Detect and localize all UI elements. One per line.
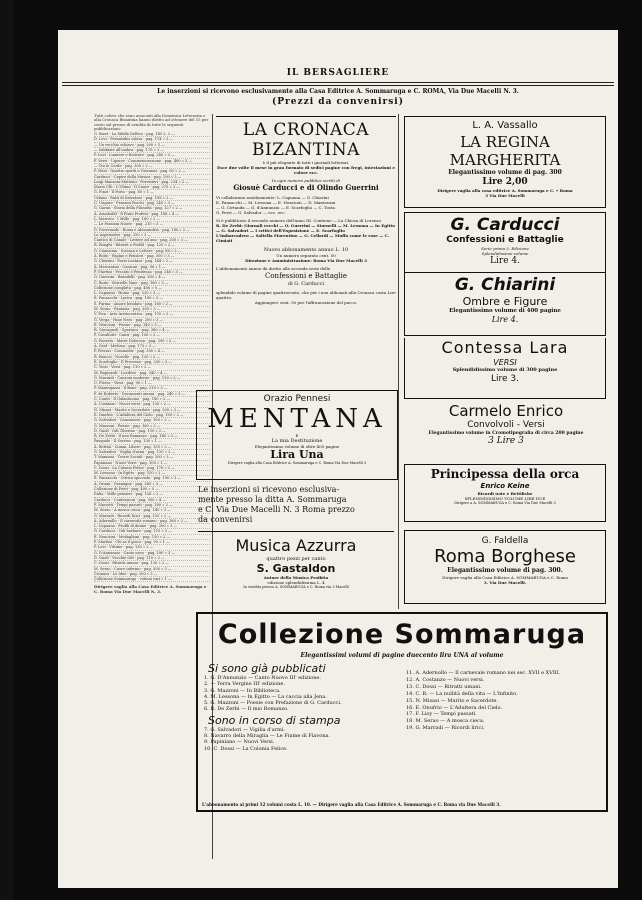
inserzioni-line-1: Le inserzioni si ricevono esclusiva- xyxy=(198,485,340,494)
left-entry: L. Maresto - I Mille - pag. 180 » 2 — xyxy=(94,217,210,222)
mentana-publisher: Dirigere vaglia alla Casa Editrice A. Sommaruga e C. Roma Via Due Macelli 3 xyxy=(227,461,367,465)
lara-title: VERSI xyxy=(493,358,517,367)
cronaca-price: Nuovo abbonamento annuo L. 10 xyxy=(263,247,349,253)
left-entry: M. Serao - Fantasia - pag. 300 » 3 — xyxy=(94,307,210,312)
left-entry: C. Dossi - Ritratti umani - pag. 120 » 2 — xyxy=(94,561,210,566)
lara-desc: Splendidissimo volume di 300 pagine xyxy=(452,367,558,373)
left-column-footer: Dirigere vaglia alla Casa Editrice A. Sommaruga e C. Roma Via Due Macelli N. 3. xyxy=(94,584,207,595)
left-entry: Pasquale - Il Sorriso - pag. 130 » 1 — xyxy=(94,439,210,444)
faldella-ad xyxy=(404,530,606,604)
lara-author: Contessa Lara xyxy=(441,338,569,357)
published-item: 2. — Terra Vergine III' edizione. xyxy=(204,681,285,688)
cronaca-collab-4: G. Ferri — G. Salvador — ecc. ecc. xyxy=(216,210,286,215)
left-entry: — Tra le Corde - pag. 300 » 2 — xyxy=(94,164,210,169)
cronaca-sub3: In ogni numero pubblica scritti di xyxy=(271,178,341,183)
cronaca-book: Confessioni e Battaglie xyxy=(264,272,347,280)
left-entry: A. Mercantini - Canzoni - pag. 96 » 1 — xyxy=(94,265,210,270)
left-entry: M. Serao - Cuore infermo - pag. 300 » 3 — xyxy=(94,567,210,572)
faldella-address: 3. Via Due Macelli. xyxy=(483,580,527,585)
masthead-rule-thin xyxy=(62,85,614,86)
cronaca-pub-3: L'Imbarcadero — Saltella Fiorentino — G. Cellardi — Muffa come le rose — C. Cimiati xyxy=(216,233,390,243)
column-rule-2 xyxy=(398,114,399,609)
left-entry: T. Mamiani - Teorie Sociali - pag. 200 » 3 — xyxy=(94,455,210,460)
left-entry: U. Fleres - Versi - pag. 90 » 1 — xyxy=(94,381,210,386)
left-entry: D. Gnoli - Odi Tiberine - pag. 110 » 2 — xyxy=(94,429,210,434)
left-entry: E. Panzacchi - Critica spicciola - pag. 190 » 3 — xyxy=(94,476,210,481)
left-entry: Collezione completa - pag. 400 » 5 — xyxy=(94,286,210,291)
left-column-entries xyxy=(94,132,210,582)
musica-sub: quattro pezzi per canto xyxy=(266,556,326,562)
left-entry: C. Cantù - Il Galantuomo - pag. 180 » 2 — xyxy=(94,397,210,402)
left-entry: F. Martini - Chi sa il gioco - pag. 95 » 1 — xyxy=(94,540,210,545)
left-entry: — Le Passioni Nuove - pag. 210 » 3 — xyxy=(94,222,210,227)
carducci-ad xyxy=(404,212,606,273)
collezione-item: 17. F. Lioy — Tempi passati. xyxy=(406,711,477,718)
published-item: 4. M. Lessona — In Egitto — La caccia alla Jena. xyxy=(204,693,327,700)
left-entry: C. Tosti - Versi - pag. 110 » 2 — xyxy=(94,365,210,370)
newspaper-page xyxy=(58,30,618,888)
left-entry: F. de Roberto - Documenti umani - pag. 240 » 3 — xyxy=(94,392,210,397)
cronaca-sub1: è il più elegante di tutti i giornali letterari. xyxy=(262,160,350,165)
collezione-subtitle: Elegantissimi volumi di pagine duecento lira UNA al volume xyxy=(300,652,504,659)
chiarini-author: G. Chiarini xyxy=(454,275,556,295)
left-entry: P. Mantegazza - Il Bene - pag. 210 » 3 — xyxy=(94,386,210,391)
in-press-item: 8. Navarro della Miraglia — Le Fiume di Flavona. xyxy=(204,733,330,740)
collezione-item: 13. C. Dossi — Ritratti umani. xyxy=(406,683,482,690)
vassallo-publisher: Dirigere vaglia alla casa editrice A. Sommaruga e C. • Roma xyxy=(437,188,573,193)
mentana-sub2: La mia Destituzione xyxy=(271,438,323,444)
in-press-list xyxy=(204,727,404,752)
principessa-desc: Ricordi note e Rettifiche xyxy=(477,491,533,496)
left-entry: G. Marradi - Ricordi lirici - pag. 120 » 2 — xyxy=(94,514,210,519)
scan-edge xyxy=(0,0,14,900)
in-press-item: 10. C. Dossi — La Colonia Felice. xyxy=(204,745,288,752)
published-item: 5. G. Mazzoni — Poesie con Prefazione di G. Carducci. xyxy=(204,700,342,707)
chiarini-ad xyxy=(404,272,606,336)
left-entry: G. Chiarini - Paesi Lontani - pag. 144 » 2 — xyxy=(94,259,210,264)
left-entry: G. Carducci - Odi barbare - pag. 110 » 2 — xyxy=(94,529,210,534)
collezione-item: 11. A. Adernollo — Il carnevale romano nei sec. XVII e XVIII. xyxy=(406,670,561,676)
enrico-author: Carmelo Enrico xyxy=(448,402,564,420)
musica-edition: edizione splendidissima L. 4 xyxy=(267,580,325,585)
left-entry: G. Marradi - Canzoni moderne - pag. 130 » 2 — xyxy=(94,376,210,381)
left-entry: G. Rovetta - Mater Dolorosa - pag. 290 » 3 — xyxy=(94,339,210,344)
principessa-ad xyxy=(404,464,606,522)
carducci-series: Serie prima 3. Edizione xyxy=(481,246,529,251)
left-entry: R. Giovagnoli - Spartaco - pag. 380 » 4 — xyxy=(94,328,210,333)
cronaca-pub-1: Si è pubblicato il secondo numero dell'anno III. Contiene — La Chiosa di Lorenzo xyxy=(216,218,382,223)
collezione-item: 15. N. Misasi — Marito e Sacerdote. xyxy=(406,697,498,704)
left-column-intro: Tutti coloro che sono associati alla Domenica Letteraria e alla Cronaca Bizantina hanno diritto ad ottenere del 15 per cento sul prezzo di vendita di tutte le seguenti pubblicazioni: xyxy=(94,114,209,131)
faldella-desc: Elegantissimo volume di pag. 300. xyxy=(447,567,563,574)
faldella-author: G. Faldella xyxy=(481,536,529,546)
left-entry: G. Mazzoni - Poesie - pag. 160 » 2 — xyxy=(94,424,210,429)
inserzioni-line-2: mente presso la ditta A. Sommaruga xyxy=(198,495,347,504)
left-entry: P. Ferrari - Commedie - pag. 300 » 4 — xyxy=(94,349,210,354)
musica-composer-note: Autore della Musica Proibita xyxy=(263,575,329,580)
collezione-sommaruga-ad xyxy=(196,612,608,812)
left-entry: M. Serao - A mosca cieca - pag. 140 » 2 — xyxy=(94,508,210,513)
published-heading: Si sono già pubblicati xyxy=(208,662,326,675)
collezione-item: 12. A. Costanzo — Nuovi versi. xyxy=(406,676,485,683)
cronaca-book-note: splendido volume di pagine quattrocento, che per i non abbonati alla Cronaca costa Lire quattro. xyxy=(216,290,396,300)
inserzioni-line-4: da convenirsi xyxy=(198,515,253,524)
left-entry: E. Scarfoglio - Il Processo - pag. 250 » 3 — xyxy=(94,360,210,365)
collezione-footer: L'abbonamento ai primi 12 volumi costa L. 10. — Dirigere vaglia alla Casa Editrice A. Sommaruga e C. Roma via Due Macelli 3. xyxy=(202,802,501,807)
carducci-price: Lire 4. xyxy=(490,256,520,266)
collezione-title: Collezione Sommaruga xyxy=(217,619,587,650)
enrico-desc: Elegantissimo volume in Cromotipografia di circa 200 pagine xyxy=(428,431,584,436)
left-entry: G. Salvadori - Canzoniere - pag. 100 » 2 — xyxy=(94,418,210,423)
left-entry: R. Bonghi - Ritratti e Profili - pag. 120 » 2 — xyxy=(94,243,210,248)
left-entry: D. Provenzale - Roma e Alessandria - pag. 180 » 2 — xyxy=(94,228,210,233)
mentana-sub: E xyxy=(295,433,299,438)
carducci-desc: Splendidissimo volume xyxy=(481,251,529,256)
in-press-heading: Sono in corso di stampa xyxy=(208,713,341,727)
contessa-lara-ad xyxy=(404,338,606,399)
cronaca-pub-2: R. De Zerbi: Giornali vecchi — O. Guerrini — Stornelli — M. Lessona — In Egitto — G. Salvadori — I critici dell'Esposizione — E. Scarfoglio xyxy=(216,223,395,233)
cronaca-price-sub: Un numero separato cent. 50 xyxy=(276,253,336,258)
cronaca-book-author: di G. Carducci xyxy=(287,281,325,287)
left-entry: F. Martini - Peccato e Penitenza - pag. 240 » 3 — xyxy=(94,270,210,275)
left-entry: Cronaca - Le Idee - pag. 200 » 3 — xyxy=(94,572,210,577)
vassallo-author: L. A. Vassallo xyxy=(472,120,538,131)
cronaca-title: LA CRONACA BIZANTINA xyxy=(242,120,370,160)
left-entry: Luigi Manzoni-Matteini - Forestieri - pag. 234 » 2 — xyxy=(94,180,210,185)
left-entry: Italia - Mille pensieri - pag. 126 » 2 — xyxy=(94,492,210,497)
left-entry: R. De Zerbi - Il mio Romanzo - pag. 140 » 2 — xyxy=(94,434,210,439)
left-entry: D. Levi - Permisides otiosa - pag. 174 » 3 — xyxy=(94,137,210,142)
collezione-item: 18. M. Serao — A mosca cieca. xyxy=(406,718,485,725)
left-entry: F. Verri - Ugonee - Commemorazione - pag. 400 » 3 — xyxy=(94,159,210,164)
left-entry: — Sabbiate all'ombra - pag. 176 » 2 — xyxy=(94,148,210,153)
left-entry: E. Nencioni - Medaglioni - pag. 150 » 2 — xyxy=(94,535,210,540)
masthead: IL BERSAGLIERE xyxy=(286,68,390,78)
cronaca-book-note2: Aggiungere cent. 50 per l'affrancazione del pacco. xyxy=(254,300,358,305)
principessa-author: Enrico Keine xyxy=(480,482,530,490)
cronaca-collab-3: — G. Cirtanda — G. d'Annunzio — E. Scarfoglio — C. Tosta xyxy=(216,205,335,210)
vassallo-address: 3 Via Due Macelli xyxy=(485,193,525,198)
published-item: 6. R. De Zerbi — Il mio Romanzo. xyxy=(204,706,289,713)
faldella-title: Roma Borghese xyxy=(434,546,576,567)
cronaca-authors: Giosuè Carducci e di Olindo Guerrini xyxy=(233,183,379,192)
faldella-publisher: Dirigere vaglia alla Casa Editrice A. SOMMARUGA e C. Roma xyxy=(442,575,568,580)
left-entry: G. Garini - Storia della Filosofia - pag. 127 » 2 — xyxy=(94,206,210,211)
left-entry: E. Panzacchi - Lyrica - pag. 190 » 3 — xyxy=(94,296,210,301)
mentana-author: Orazio Pennesi xyxy=(263,394,331,404)
cronaca-collab-2: E. Panzacchi — M. Lessona — E. Nencioni — D. Mantovani xyxy=(216,200,336,205)
notice-prices: (Prezzi da convenirsi) xyxy=(272,97,404,107)
left-entry: Papiniano - Nuovi Versi - pag. 100 » 1 — xyxy=(94,461,210,466)
musica-composer: S. Gastaldon xyxy=(256,562,336,575)
left-entry: Collezione Sommaruga - volumi vari » 1 — xyxy=(94,577,210,582)
left-entry: A. Boito - Pagine e Pensieri - pag. 300 » 3 — xyxy=(94,254,210,259)
left-entry: L. Capuana - Profili di donne - pag. 200 » 3 — xyxy=(94,524,210,529)
left-entry: Le Aspettative - pag. 250 » 3 — xyxy=(94,233,210,238)
chiarini-title: Ombre e Figure xyxy=(462,295,548,308)
principessa-publisher: Dirigere a A. SOMMARUGA e C. Roma Via Due Macelli 3 xyxy=(454,501,556,505)
left-entry: P. Levi - Vittime - pag. 130 » 2 — xyxy=(94,545,210,550)
inserzioni-line-3: e C. Via Due Macelli N. 3 Roma prezzo xyxy=(198,505,355,514)
collezione-item: 19. G. Marradi — Ricordi lirici. xyxy=(406,725,485,732)
left-entry: R. Bracco - Novelle - pag. 120 » 2 — xyxy=(94,355,210,360)
enrico-title: Convolvoli - Versi xyxy=(467,420,545,430)
principessa-desc2: SPLENDIDISSIMO VOLUME LIRE DUE xyxy=(464,496,546,501)
left-entry: N. Misasi - Marito e Sacerdote - pag. 200 » 3 — xyxy=(94,408,210,413)
vassallo-title: LA REGINA MARGHERITA xyxy=(449,133,561,169)
masthead-rule xyxy=(62,82,614,83)
left-entry: M. Rapisardi - Lucifero - pag. 340 » 4 — xyxy=(94,371,210,376)
chiarini-desc: Elegantissimo volume di 400 pagine xyxy=(449,308,561,314)
left-entry: S. Farina - Amore bendato - pag. 160 » 2 — xyxy=(94,302,210,307)
left-entry: V. Pica - Arte Aristocratica - pag. 110 » 2 — xyxy=(94,312,210,317)
left-entry: A. Oriani - Gramigne - pag. 260 » 3 — xyxy=(94,482,210,487)
left-entry: A. Adernollo - Il carnevale romano - pag. 160 » 2 — xyxy=(94,519,210,524)
left-entry: — Un vecchio schiavo - pag. 200 » 3 — xyxy=(94,143,210,148)
chiarini-price: Lire 4. xyxy=(491,315,519,324)
vassallo-price: Lire 2,00 xyxy=(482,177,528,187)
left-entry: A. Costanzo - Nuovi versi - pag. 120 » 2 — xyxy=(94,402,210,407)
cronaca-address: Direzione e Amministrazione: Roma Via Due Macelli 3 xyxy=(245,258,367,263)
left-entry: Collezione di Poeti - pag. 400 » 5 — xyxy=(94,487,210,492)
left-entry: Cantico di Canale - Lettere ad una - pag. 200 » 3 — xyxy=(94,238,210,243)
left-entry: Urbani - Ratti di Salvatore - pag. 198 » 2 — xyxy=(94,196,210,201)
left-entry: D. Gnoli - Vecchie Odi - pag. 110 » 2 — xyxy=(94,556,210,561)
collezione-item: 16. E. Onufrio — L'Adultera del Cielo. xyxy=(406,704,503,711)
enrico-price: 3 Lire 3 xyxy=(488,436,524,446)
mentana-price: Lira Una xyxy=(270,448,324,461)
musica-publisher: In vendita presso A. SOMMARUGA e C. Roma via 3 Macelli xyxy=(243,585,349,589)
inserzioni-ad xyxy=(198,485,394,532)
left-column-listing xyxy=(94,114,210,859)
left-entry: G. Ciamician - Scienza e Lettere - pag. 88 » 2 — xyxy=(94,249,210,254)
vassallo-ad xyxy=(404,116,606,208)
cronaca-collab-1: Vi collaborano assiduamente: L. Capuana — G. Chiarini xyxy=(216,195,329,200)
mentana-title: MENTANA xyxy=(207,404,387,434)
left-entry: F. Cavallotti - Canti - pag. 156 » 2 — xyxy=(94,333,210,338)
in-press-item: 7. G. Salvadori — Vigilia d'armi. xyxy=(204,726,286,733)
left-entry: C. Dossi - La Colonia Felice - pag. 170 » 2 — xyxy=(94,466,210,471)
carducci-author: G. Carducci xyxy=(450,215,560,235)
principessa-title: Principessa della orca xyxy=(430,467,580,481)
left-entry: Mario Ulli - L'Ultimi - Il Cuore - pag. 270 » 3 — xyxy=(94,185,210,190)
published-item: 1. G. D'Annunzio — Canto Nuovo III' edizione. xyxy=(204,675,321,681)
lara-price: Lire 3. xyxy=(490,374,519,384)
left-entry: O. Guerrini - Brandelli - pag. 260 » 4 — xyxy=(94,275,210,280)
left-entry: L. Capuana - Homo - pag. 220 » 3 — xyxy=(94,291,210,296)
left-entry: F. Mariotti - Tempi passati - pag. 180 » 2 — xyxy=(94,503,210,508)
collezione-item: 14. C. R. — La nullità della vita — L'Infinito. xyxy=(406,690,518,697)
notice-line: Le inserzioni si ricevono esclusivamente alla Casa Editrice A. Sommaruga e C. ROMA, Via Due Macelli N. 3. xyxy=(157,88,519,95)
left-entry: E. Onufrio - L'Adultera del Cielo - pag. 150 » 2 — xyxy=(94,413,210,418)
mentana-desc: Elegantissimo volume di oltre 400 pagine xyxy=(254,444,340,449)
cronaca-note: L'abbonamento annuo dà diritto alla seconda serie delle xyxy=(216,266,331,271)
published-list xyxy=(204,675,404,713)
mentana-ad xyxy=(196,390,398,480)
cronaca-bizantina-ad xyxy=(216,116,396,383)
left-entry: Carducci - Capire della Musica - pag. 100 » 3 — xyxy=(94,175,210,180)
in-press-item: 9. Papiniano — Nuovi Versi. xyxy=(204,739,275,746)
left-entry: A. Bettini - Comm. Libere - pag. 155 » 2 — xyxy=(94,445,210,450)
left-entry: G. Finzi - Il Porto - pag. 80 » 1 — xyxy=(94,190,210,195)
vassallo-desc: Elegantissimo volume di pag. 300 xyxy=(448,169,562,176)
left-entry: A. Graf - Medusa - pag. 175 » 3 — xyxy=(94,344,210,349)
left-entry: G. Verga - Pane Nero - pag. 200 » 3 — xyxy=(94,318,210,323)
left-entry: G. Bizet - La Sibilla Delfica - pag. 145 L. 2 — xyxy=(94,132,210,137)
left-entry: C. Boito - Storielle Vane - pag. 180 » 3 — xyxy=(94,281,210,286)
musica-title: Musica Azzurra xyxy=(235,536,357,555)
left-entry: P. Levi - Lumiere e fioriture - pag. 240 » 3 — xyxy=(94,153,210,158)
left-entry: G. D'Annunzio - Canto novo - pag. 180 » 3 — xyxy=(94,551,210,556)
published-item: 3. G. Mazzoni — In Biblioteca. xyxy=(204,687,281,694)
left-entry: P. Mesi - Quattro spiriti e Giovanni - pag. 82 » 2 — xyxy=(94,169,210,174)
left-entry: U. Ungaro - Frassini Foschi - pag. 240 » 3 — xyxy=(94,201,210,206)
left-entry: A. Arnaboldi - Il Finto Profeta - pag. 188 » 4 — xyxy=(94,212,210,217)
collezione-right-list xyxy=(406,670,600,732)
cronaca-sub2: Esce due volte il mese in gran formato di sedici pagine con fregi, intestazioni e colore ecc. xyxy=(217,165,395,175)
left-entry: Carducci - Confessioni - pag. 300 » 4 — xyxy=(94,498,210,503)
left-entry: E. Nencioni - Poesie - pag. 140 » 3 — xyxy=(94,323,210,328)
carducci-title: Confessioni e Battaglie xyxy=(446,235,564,245)
musica-azzurra-ad xyxy=(198,536,394,604)
left-entry: M. Lessona - In Egitto - pag. 150 » 2 — xyxy=(94,471,210,476)
enrico-ad xyxy=(404,402,608,460)
left-entry: G. Salvadori - Vigilia d'armi - pag. 120 » 2 — xyxy=(94,450,210,455)
